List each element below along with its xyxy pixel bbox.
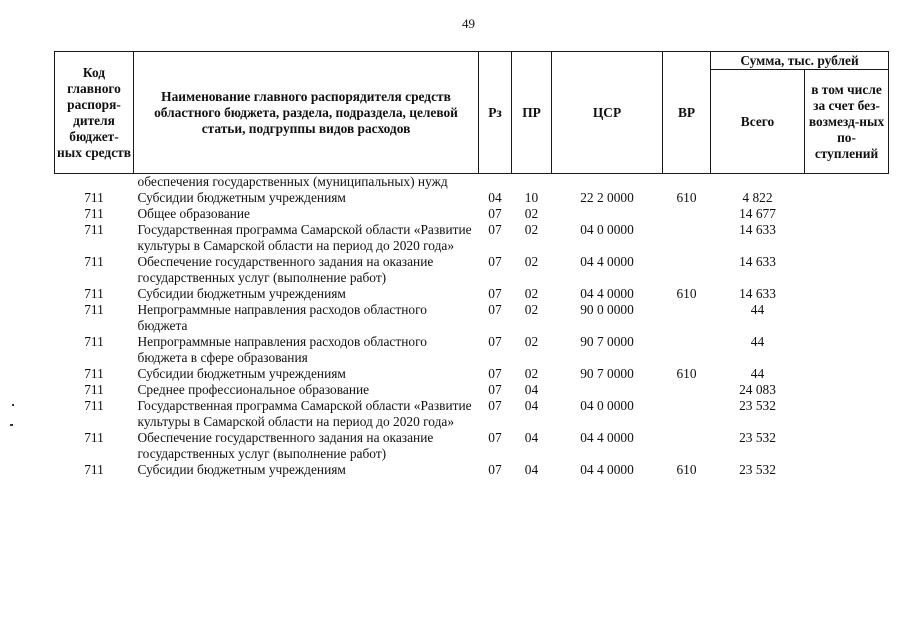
cell-code: 711: [84, 398, 104, 413]
cell-gratuitous: [805, 430, 889, 462]
cell-total: 14 633: [739, 254, 776, 269]
cell-csr: 04 4 0000: [580, 286, 634, 301]
header-rz: Рз: [479, 52, 512, 174]
cell-gratuitous: [805, 222, 889, 254]
budget-table: [54, 51, 889, 478]
table-row: [55, 430, 889, 462]
cell-name: Субсидии бюджетным учреждениям: [137, 366, 346, 381]
table-header: [55, 52, 889, 174]
header-pr: ПР: [512, 52, 552, 174]
cell-pr: 04: [524, 382, 539, 397]
table-row: [55, 382, 889, 398]
cell-pr: 04: [524, 462, 539, 477]
cell-csr: [552, 206, 663, 222]
cell-csr: 04 0 0000: [580, 398, 634, 413]
cell-name: Субсидии бюджетным учреждениям: [137, 462, 346, 477]
cell-rz: 07: [488, 398, 502, 413]
cell-vr: 610: [676, 462, 697, 477]
cell-pr: 04: [524, 398, 539, 413]
cell-vr: [663, 334, 711, 366]
cell-vr: [663, 254, 711, 286]
header-gratuitous: в том числе за счет без-возмезд-ных по-ступлений: [805, 70, 889, 174]
cell-csr: [552, 382, 663, 398]
cell-csr: 04 0 0000: [580, 222, 634, 237]
cell-code: 711: [84, 382, 104, 397]
cell-csr: 04 4 0000: [580, 462, 634, 477]
cell-code: 711: [84, 190, 104, 205]
cell-total: 23 532: [739, 430, 776, 445]
cell-pr: 02: [524, 222, 539, 237]
cell-csr: 04 4 0000: [580, 430, 634, 445]
cell-gratuitous: [805, 462, 889, 478]
cell-code: 711: [84, 462, 104, 477]
cell-csr: 04 4 0000: [580, 254, 634, 269]
table-row: [55, 334, 889, 366]
cell-pr: 02: [524, 366, 539, 381]
continuation-text: обеспечения государственных (муниципальных) нужд: [137, 174, 448, 189]
cell-gratuitous: [805, 382, 889, 398]
table-row: [55, 462, 889, 478]
header-code: Код главного распоря-дителя бюджет-ных средств: [55, 52, 134, 174]
cell-pr: 02: [524, 254, 539, 269]
cell-rz: 04: [488, 190, 502, 205]
cell-code: 711: [84, 286, 104, 301]
page-number: 49: [462, 16, 475, 31]
cell-gratuitous: [805, 398, 889, 430]
cell-gratuitous: [805, 286, 889, 302]
cell-rz: 07: [488, 366, 502, 381]
table-row: [55, 366, 889, 382]
table-row: [55, 302, 889, 334]
header-total: Всего: [711, 70, 805, 174]
table-row: [55, 398, 889, 430]
scan-speck: [10, 424, 13, 426]
cell-pr: 02: [524, 206, 539, 221]
header-csr: ЦСР: [552, 52, 663, 174]
cell-code: 711: [84, 254, 104, 269]
header-name: Наименование главного распорядителя средств областного бюджета, раздела, подраздела, целевой статьи, подгруппы видов расходов: [134, 52, 479, 174]
cell-csr: 90 7 0000: [580, 366, 634, 381]
cell-total: 44: [750, 334, 765, 349]
cell-gratuitous: [805, 254, 889, 286]
cell-name: Обеспечение государственного задания на оказание государственных услуг (выполнение работ): [137, 254, 434, 285]
cell-name: Субсидии бюджетным учреждениям: [137, 286, 346, 301]
cell-vr: [663, 206, 711, 222]
cell-vr: 610: [676, 366, 697, 381]
cell-rz: 07: [488, 206, 502, 221]
cell-vr: [663, 382, 711, 398]
cell-total: 24 083: [739, 382, 776, 397]
cell-code: 711: [84, 430, 104, 445]
cell-name: Субсидии бюджетным учреждениям: [137, 190, 346, 205]
cell-rz: 07: [488, 430, 502, 445]
cell-gratuitous: [805, 206, 889, 222]
cell-total: 44: [750, 302, 765, 317]
cell-rz: 07: [488, 302, 502, 317]
cell-vr: [663, 398, 711, 430]
cell-vr: [663, 222, 711, 254]
cell-pr: 02: [524, 334, 539, 349]
cell-vr: 610: [676, 190, 697, 205]
cell-pr: 02: [524, 286, 539, 301]
cell-rz: 07: [488, 254, 502, 269]
cell-total: 23 532: [739, 398, 776, 413]
table-row: [55, 190, 889, 206]
cell-total: 23 532: [739, 462, 776, 477]
cell-name: Среднее профессиональное образование: [137, 382, 370, 397]
cell-code: 711: [84, 366, 104, 381]
table-row: [55, 254, 889, 286]
cell-total: 4 822: [742, 190, 773, 205]
cell-rz: 07: [488, 382, 502, 397]
cell-gratuitous: [805, 366, 889, 382]
cell-gratuitous: [805, 302, 889, 334]
cell-name: Обеспечение государственного задания на оказание государственных услуг (выполнение работ): [137, 430, 434, 461]
cell-name: Общее образование: [137, 206, 250, 221]
cell-csr: 90 0 0000: [580, 302, 634, 317]
header-sum-group: Сумма, тыс. рублей: [711, 52, 889, 70]
cell-name: Государственная программа Самарской области «Развитие культуры в Самарской области на период до 2020 года»: [137, 222, 472, 253]
cell-rz: 07: [488, 334, 502, 349]
cell-total: 14 677: [739, 206, 776, 221]
cell-pr: 02: [524, 302, 539, 317]
cell-vr: [663, 302, 711, 334]
table-body: [55, 174, 889, 479]
cell-name: Государственная программа Самарской области «Развитие культуры в Самарской области на период до 2020 года»: [137, 398, 472, 429]
cell-code: 711: [84, 222, 104, 237]
cell-pr: 04: [524, 430, 539, 445]
table-row: [55, 206, 889, 222]
cell-vr: 610: [676, 286, 697, 301]
cell-vr: [663, 430, 711, 462]
cell-total: 44: [750, 366, 765, 381]
cell-rz: 07: [488, 286, 502, 301]
cell-total: 14 633: [739, 222, 776, 237]
cell-total: 14 633: [739, 286, 776, 301]
cell-name: Непрограммные направления расходов областного бюджета в сфере образования: [137, 334, 427, 365]
cell-gratuitous: [805, 334, 889, 366]
cell-csr: 22 2 0000: [580, 190, 634, 205]
cell-csr: 90 7 0000: [580, 334, 634, 349]
cell-rz: 07: [488, 462, 502, 477]
scan-speck: [12, 404, 14, 406]
cell-rz: 07: [488, 222, 502, 237]
cell-pr: 10: [524, 190, 539, 205]
table-row: [55, 222, 889, 254]
continuation-row: [55, 174, 889, 191]
cell-code: 711: [84, 334, 104, 349]
cell-code: 711: [84, 302, 104, 317]
cell-gratuitous: [805, 190, 889, 206]
cell-code: 711: [84, 206, 104, 221]
cell-name: Непрограммные направления расходов областного бюджета: [137, 302, 427, 333]
header-vr: ВР: [663, 52, 711, 174]
table-row: [55, 286, 889, 302]
